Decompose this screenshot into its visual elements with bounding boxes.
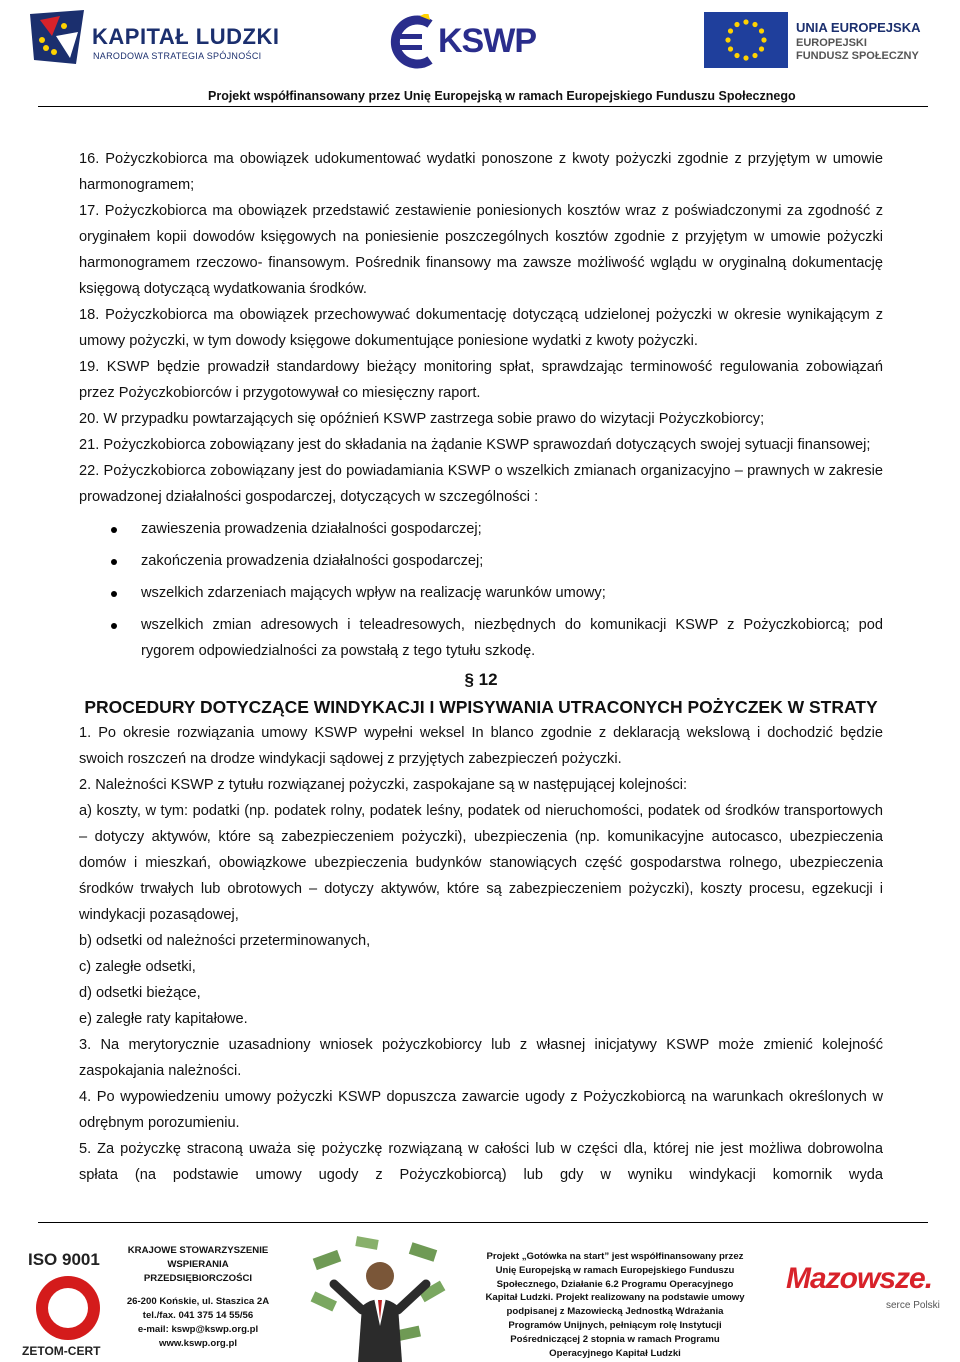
kswp-logo <box>390 8 550 72</box>
eu-fund-name: EUROPEJSKI FUNDUSZ SPOŁECZNY <box>796 37 919 62</box>
bullet-icon <box>111 623 117 629</box>
bullet-icon <box>111 559 117 565</box>
page-header <box>0 0 960 110</box>
eu-logo <box>704 12 944 72</box>
footer-divider <box>38 1222 928 1223</box>
section-point-2e: e) zaległe raty kapitałowe. <box>79 1011 248 1027</box>
list-item: wszelkich zmian adresowych i teleadresowych, niezbędnych do komunikacji KSWP z Pożyczkobiorcą; pod rygorem odpowiedzialności za powstałą z tego tytułu szkodę. <box>79 612 883 664</box>
section-point-2: 2. Należności KSWP z tytułu rozwiązanej pożyczki, zaspokajane są w następującej kolejności: <box>79 777 688 793</box>
paragraph-17: 17. Pożyczkobiorca ma obowiązek przedstawić zestawienie poniesionych kosztów wraz z poświadczonymi za zgodność z oryginałem kopii dowodów księgowych na poniesienie poszczególnych kosztów zgodnie z przyjętym w umowie pożyczki harmonogramem rzeczowo- finansowym. Pośrednik finansowy ma zawsze możliwość wglądu w oryginalną dokumentację księgową dotyczącą wydatkowania środków. <box>79 203 883 297</box>
paragraph-16: 16. Pożyczkobiorca ma obowiązek udokumentować wydatki ponoszone z kwoty pożyczki zgodnie z przyjętym w umowie harmonogramem; <box>79 151 883 193</box>
section-number: § 12 <box>464 670 498 689</box>
mazowsze-slogan: serce Polski <box>886 1300 940 1311</box>
money-businessman-illustration-icon <box>300 1236 460 1362</box>
euro-sign-icon <box>390 14 440 70</box>
section-point-4: 4. Po wypowiedzeniu umowy pożyczki KSWP dopuszcza zawarcie ugody z Pożyczkobiorcą na warunkach określonych w odrębnym porozumieniu. <box>79 1089 883 1131</box>
eu-flag-icon <box>704 12 788 68</box>
eu-title: UNIA EUROPEJSKA <box>796 20 921 35</box>
kapital-ludzki-subtitle: NARODOWA STRATEGIA SPÓJNOŚCI <box>93 51 262 61</box>
paragraph-18: 18. Pożyczkobiorca ma obowiązek przechowywać dokumentację dotyczącą udzielonej pożyczki w okresie wynikającym z umowy pożyczki, w tym dowody księgowe dokumentujące poniesione wydatki z kwoty pożyczki. <box>79 307 883 349</box>
paragraph-20: 20. W przypadku powtarzających się opóźnień KSWP zastrzega sobie prawo do wizytacji Pożyczkobiorcy; <box>79 411 765 427</box>
change-list <box>79 516 883 664</box>
paragraph-22: 22. Pożyczkobiorca zobowiązany jest do powiadamiania KSWP o wszelkich zmianach organizacyjno – prawnych w zakresie prowadzonej działalności gospodarczej, dotyczących w szczególności : <box>79 463 883 505</box>
section-point-2d: d) odsetki bieżące, <box>79 985 201 1001</box>
section-point-2a: a) koszty, w tym: podatki (np. podatek rolny, podatek leśny, podatek od nieruchomości, podatek od środków transportowych – dotyczy aktywów, które są zabezpieczeniem pożyczki), ubezpieczenia (np. komunikacyjne autocasco, ubezpieczenia domów i mieszkań, obowiązkowe ubezpieczenia budynków stanowiących część gospodarstwa rolnego, ubezpieczenia środków trwałych lub obrotowych – dotyczy aktywów, które są zabezpieczeniem pożyczki), koszty procesu, egzekucji i windykacji pozasądowej, <box>79 803 883 923</box>
paragraph-21: 21. Pożyczkobiorca zobowiązany jest do składania na żądanie KSWP sprawozdań dotyczących swojej sytuacji finansowej; <box>79 437 871 453</box>
document-body <box>79 146 883 1188</box>
bullet-icon <box>111 527 117 533</box>
header-divider <box>38 106 928 107</box>
kswp-wordmark: KSWP <box>438 22 536 60</box>
list-item: zawieszenia prowadzenia działalności gospodarczej; <box>79 516 883 542</box>
bullet-icon <box>111 591 117 597</box>
header-project-note: Projekt współfinansowany przez Unię Europejską w ramach Europejskiego Funduszu Społecznego <box>208 89 796 103</box>
section-point-2c: c) zaległe odsetki, <box>79 959 196 975</box>
section-title: PROCEDURY DOTYCZĄCE WINDYKACJI I WPISYWANIA UTRACONYCH POŻYCZEK W STRATY <box>84 697 878 717</box>
mazowsze-wordmark: Mazowsze. <box>786 1262 933 1295</box>
section-point-3: 3. Na merytorycznie uzasadniony wniosek pożyczkobiorcy lub z własnej inicjatywy KSWP może zmienić kolejność zaspokajania należności. <box>79 1037 883 1079</box>
section-point-1: 1. Po okresie rozwiązania umowy KSWP wypełni weksel In blanco zgodnie z deklaracją wekslową i dochodzić będzie swoich roszczeń na drodze windykacji sądowej z przyjętych zabezpieczeń pożyczki. <box>79 725 883 767</box>
list-item: wszelkich zdarzeniach mających wpływ na realizację warunków umowy; <box>79 580 883 606</box>
page-footer <box>0 1222 960 1362</box>
iso-title: ISO 9001 <box>28 1250 100 1269</box>
kapital-ludzki-title: KAPITAŁ LUDZKI <box>92 24 280 49</box>
project-funding-note: Projekt „Gotówka na start” jest współfinansowany przez Unię Europejską w ramach Europejskiego Funduszu Społecznego, Działanie 6.2 Programu Operacyjnego Kapitał Ludzki. Projekt realizowany na podstawie umowy podpisanej z Mazowiecką Jednostką Wdrażania Programów Unijnych, pełniącym rolę Instytucji Pośredniczącej 2 stopnia w ramach Programu Operacyjnego Kapitał Ludzki <box>485 1251 745 1359</box>
section-point-5: 5. Za pożyczkę straconą uważa się pożyczkę rozwiązaną w całości lub w części dla, której nie jest możliwa dobrowolna spłata (na podstawie umowy ugody z Pożyczkobiorcą) lub gdy w wyniku windykacji komornik wyda <box>79 1141 883 1183</box>
paragraph-19: 19. KSWP będzie prowadził standardowy bieżący monitoring spłat, sprawdzając terminowość regulowania zobowiązań przez Pożyczkobiorców i przygotowywał co miesięczny raport. <box>79 359 883 401</box>
iso-certificate-logo <box>18 1240 118 1362</box>
list-item: zakończenia prowadzenia działalności gospodarczej; <box>79 548 883 574</box>
kapital-ludzki-logo <box>26 6 280 72</box>
org-contact-block: KRAJOWE STOWARZYSZENIE WSPIERANIA PRZEDSIĘBIORCZOŚCI 26-200 Końskie, ul. Staszica 2A tel./fax. 041 375 14 55/56 e-mail: kswp@kswp.org.pl www.kswp.org.pl <box>126 1245 270 1349</box>
iso-cert-name: ZETOM-CERT <box>22 1344 101 1358</box>
mazowsze-logo <box>786 1262 940 1322</box>
kapital-ludzki-emblem-icon <box>26 6 88 68</box>
section-point-2b: b) odsetki od należności przeterminowanych, <box>79 933 371 949</box>
